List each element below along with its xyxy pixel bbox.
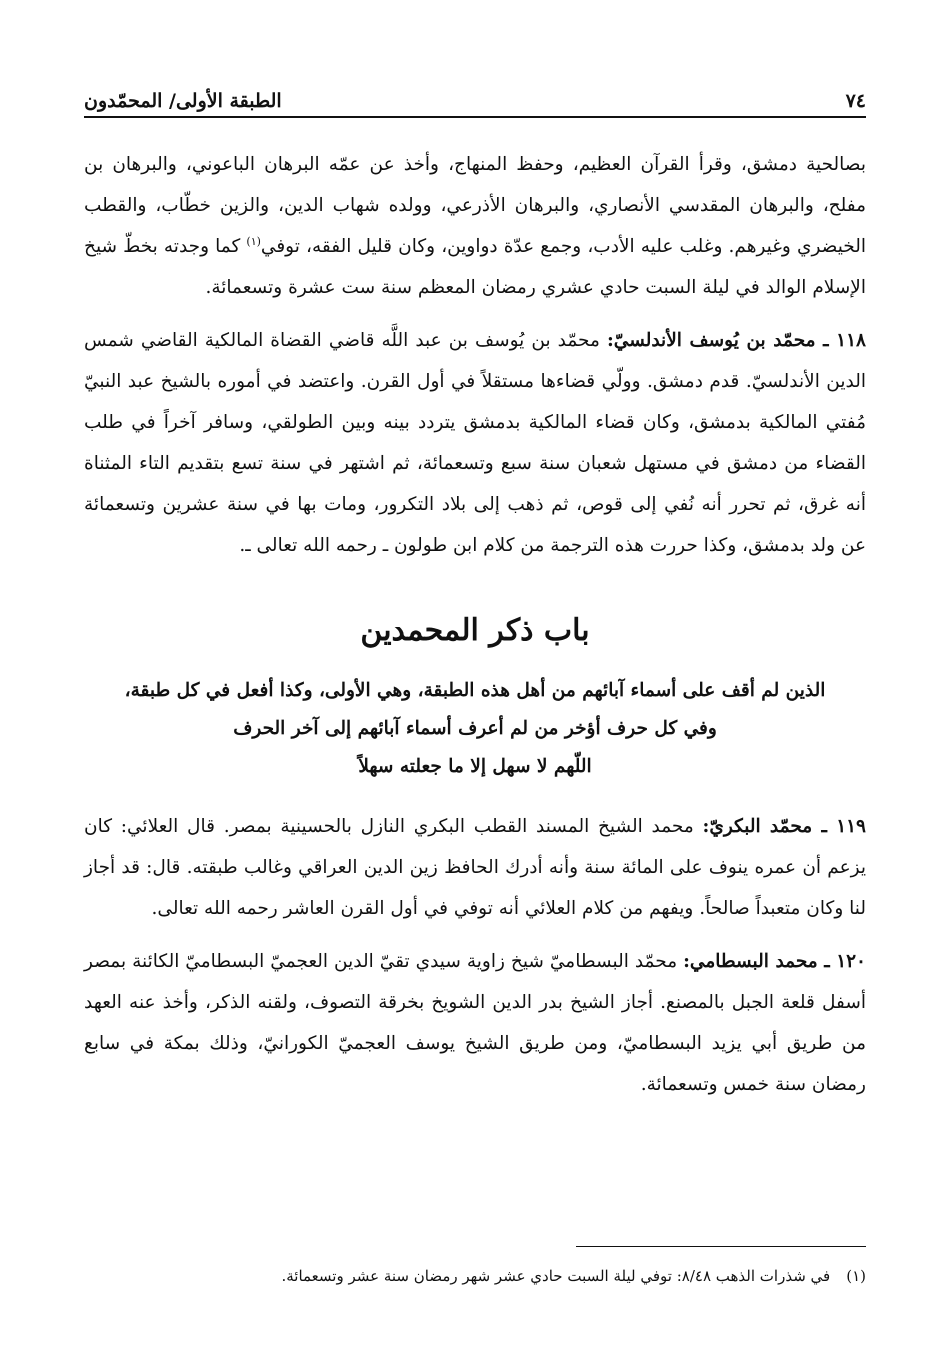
intro-line: اللّهم لا سهل إلا ما جعلته سهلاً	[358, 756, 592, 777]
paragraph-text: بصالحية دمشق، وقرأ القرآن العظيم، وحفظ المنهاج، وأخذ عن عمّه البرهان الباعوني، والبرهان بن مفلح، والبرهان المقدسي الأنصاري، والبرهان الأذرعي، وولده شهاب الدين، والزين خطّاب، والقطب الخيضري وغيرهم. وغلب عليه الأدب، وجمع عدّة دواوين، وكان قليل الفقه، توفي	[84, 154, 866, 257]
entry-heading: ١٢٠ ـ محمد البسطامي:	[683, 951, 866, 972]
entry-119	[84, 806, 866, 929]
header-rule	[84, 116, 866, 118]
section-title: باب ذكر المحمدين	[360, 613, 590, 648]
footnote-rule	[576, 1246, 866, 1247]
intro-line: وفي كل حرف أؤخر من لم أعرف أسماء آبائهم إلى آخر الحرف	[233, 718, 717, 739]
entry-text: محمّد البسطاميّ شيخ زاوية سيدي تقيّ الدين العجميّ البسطاميّ الكائنة بمصر أسفل قلعة الجبل بالمصنع. أجاز الشيخ بدر الدين الشويخ بخرقة التصوف، ولقنه الذكر، وأخذ عنه العهد من طريق أبي يزيد البسطاميّ، ومن طريق الشيخ يوسف العجميّ الكورانيّ، وذلك بمكة في سابع رمضان سنة خمس وتسعمائة.	[84, 951, 866, 1095]
footnote-text: في شذرات الذهب ٨/٤٨: توفي ليلة السبت حادي عشر شهر رمضان سنة عشر وتسعمائة.	[281, 1267, 831, 1285]
footnote-mark: (١)	[246, 234, 261, 248]
section-intro	[84, 672, 866, 786]
body-text	[84, 144, 866, 1105]
running-title: الطبقة الأولى/ المحمّدون	[84, 90, 282, 112]
entry-118	[84, 320, 866, 566]
running-header	[84, 84, 866, 118]
footnote-number: (١)	[846, 1267, 866, 1285]
entry-text: محمّد بن يُوسف بن عبد اللَّه قاضي القضاة المالكية القاضي شمس الدين الأندلسيّ. قدم دمشق. وولّي قضاءها مستقلاً في أول القرن. واعتضد في أموره بالشيخ عبد النبيّ مُفتي المالكية بدمشق، وكان قضاء المالكية بدمشق يتردد بينه وبين الطولقي، وسافر آخراً في طلب القضاء من دمشق في مستهل شعبان سنة سبع وتسعمائة، ثم اشتهر في سنة تسع بتقديم التاء المثناة أنه غرق، ثم تحرر أنه نُفي إلى قوص، ثم ذهب إلى بلاد التكرور، ومات بها في سنة عشرين وتسعمائة عن ولد بدمشق، وكذا حررت هذه الترجمة من كلام ابن طولون ـ رحمه الله تعالى ـ.	[84, 330, 866, 556]
intro-line: الذين لم أقف على أسماء آبائهم من أهل هذه الطبقة، وهي الأولى، وكذا أفعل في كل طبقة،	[124, 680, 826, 701]
page-number: ٧٤	[845, 90, 866, 112]
continued-paragraph	[84, 144, 866, 308]
entry-heading: ١١٩ ـ محمّد البكريّ:	[702, 816, 866, 837]
paragraph-text-continued: كما وجدته بخطّ شيخ الإسلام الوالد في ليلة السبت حادي عشري رمضان المعظم سنة ست عشرة وتسعمائة.	[84, 236, 866, 298]
entry-120	[84, 941, 866, 1105]
book-page	[84, 60, 866, 1330]
entry-heading: ١١٨ ـ محمّد بن يُوسف الأندلسيّ:	[606, 330, 866, 351]
entry-text: محمد الشيخ المسند القطب البكري النازل بالحسينية بمصر. قال العلائي: كان يزعم أن عمره ينوف على المائة سنة وأنه أدرك الحافظ زين الدين العراقي وغالب طبقته. قال: قد أجاز لنا وكان متعبداً صالحاً. ويفهم من كلام العلائي أنه توفي في أول القرن العاشر رحمه الله تعالى.	[84, 816, 866, 919]
footnote	[84, 1264, 866, 1288]
